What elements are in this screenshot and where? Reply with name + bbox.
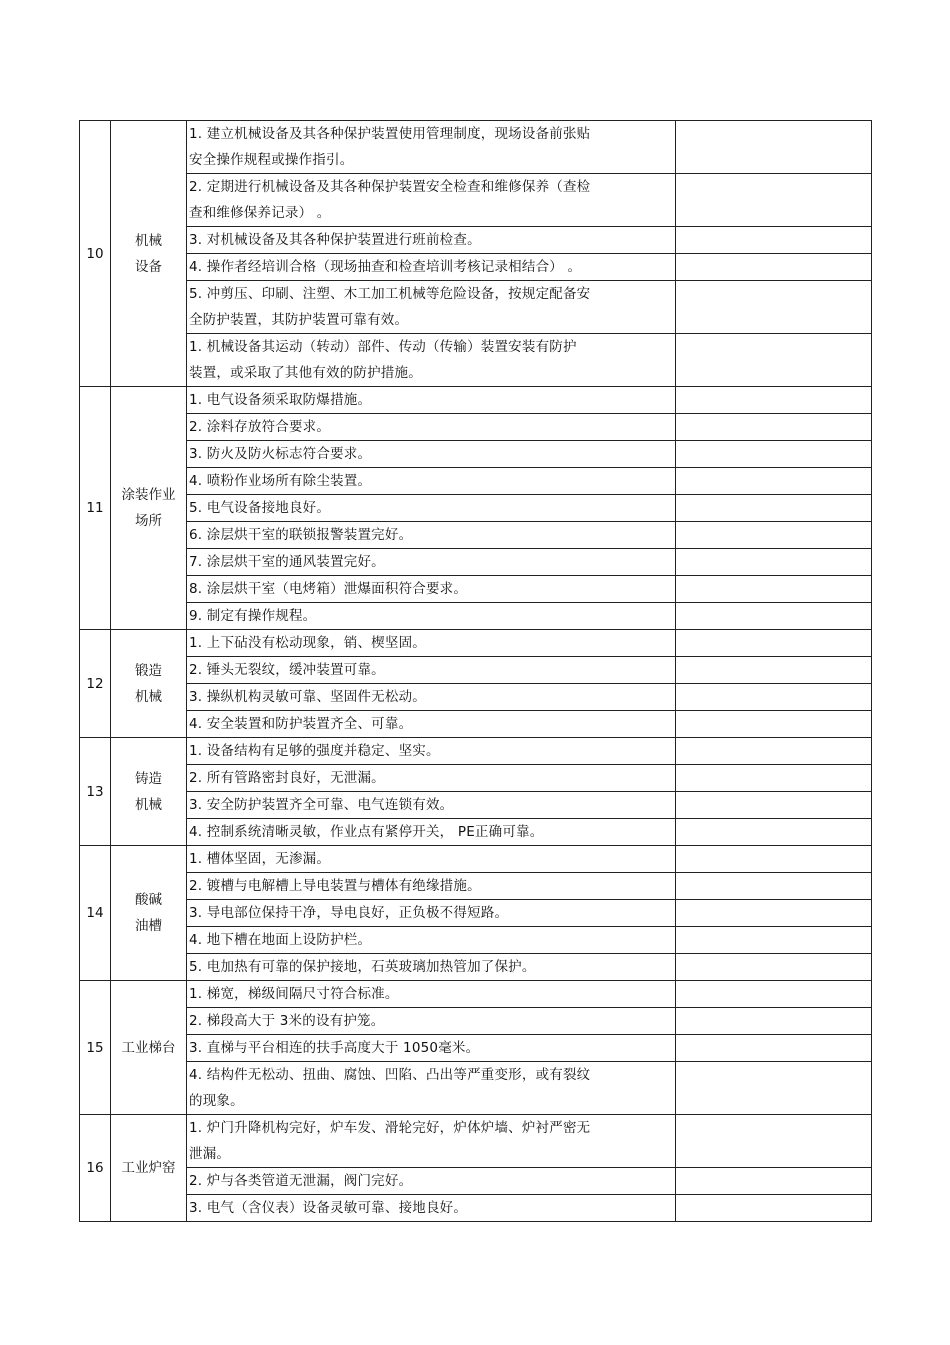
table-row (80, 1062, 872, 1115)
result-cell[interactable] (676, 174, 872, 227)
result-cell[interactable] (676, 1115, 872, 1168)
section-number: 15 (80, 981, 111, 1115)
result-cell[interactable] (676, 522, 872, 549)
table-row (80, 657, 872, 684)
check-item: 1. 机械设备其运动（转动）部件、传动（传输）装置安装有防护 装置，或采取了其他有效的防护措施。 (187, 334, 676, 387)
table-row (80, 121, 872, 174)
check-item: 4. 喷粉作业场所有除尘装置。 (187, 468, 676, 495)
result-cell[interactable] (676, 387, 872, 414)
table-row (80, 281, 872, 334)
result-cell[interactable] (676, 495, 872, 522)
check-item: 4. 操作者经培训合格（现场抽查和检查培训考核记录相结合） 。 (187, 254, 676, 281)
table-row (80, 819, 872, 846)
section-number: 11 (80, 387, 111, 630)
table-row (80, 1195, 872, 1222)
table-row (80, 495, 872, 522)
table-row (80, 954, 872, 981)
table-row (80, 684, 872, 711)
check-item: 3. 对机械设备及其各种保护装置进行班前检查。 (187, 227, 676, 254)
result-cell[interactable] (676, 468, 872, 495)
result-cell[interactable] (676, 954, 872, 981)
check-item: 3. 直梯与平台相连的扶手高度大于 1050毫米。 (187, 1035, 676, 1062)
table-row (80, 792, 872, 819)
result-cell[interactable] (676, 549, 872, 576)
check-item: 4. 地下槽在地面上设防护栏。 (187, 927, 676, 954)
section-category: 锻造 机械 (111, 630, 187, 738)
section-number: 10 (80, 121, 111, 387)
result-cell[interactable] (676, 765, 872, 792)
check-item: 3. 操纵机构灵敏可靠、坚固件无松动。 (187, 684, 676, 711)
result-cell[interactable] (676, 711, 872, 738)
check-item: 5. 电加热有可靠的保护接地，石英玻璃加热管加了保护。 (187, 954, 676, 981)
section-category: 工业梯台 (111, 981, 187, 1115)
check-item: 9. 制定有操作规程。 (187, 603, 676, 630)
table-row (80, 1035, 872, 1062)
result-cell[interactable] (676, 334, 872, 387)
table-row (80, 414, 872, 441)
result-cell[interactable] (676, 1195, 872, 1222)
check-item: 3. 电气（含仪表）设备灵敏可靠、接地良好。 (187, 1195, 676, 1222)
table-row (80, 738, 872, 765)
check-item: 4. 控制系统清晰灵敏，作业点有紧停开关， PE正确可靠。 (187, 819, 676, 846)
section-category: 铸造 机械 (111, 738, 187, 846)
check-item: 2. 所有管路密封良好，无泄漏。 (187, 765, 676, 792)
table-row (80, 981, 872, 1008)
result-cell[interactable] (676, 281, 872, 334)
check-item: 6. 涂层烘干室的联锁报警装置完好。 (187, 522, 676, 549)
section-number: 12 (80, 630, 111, 738)
inspection-table-body (80, 121, 872, 1222)
section-category: 工业炉窑 (111, 1115, 187, 1222)
check-item: 1. 炉门升降机构完好，炉车发、滑轮完好，炉体炉墙、炉衬严密无 泄漏。 (187, 1115, 676, 1168)
check-item: 4. 结构件无松动、扭曲、腐蚀、凹陷、凸出等严重变形，或有裂纹 的现象。 (187, 1062, 676, 1115)
section-category: 酸碱 油槽 (111, 846, 187, 981)
result-cell[interactable] (676, 630, 872, 657)
result-cell[interactable] (676, 1168, 872, 1195)
result-cell[interactable] (676, 792, 872, 819)
result-cell[interactable] (676, 603, 872, 630)
check-item: 1. 设备结构有足够的强度并稳定、坚实。 (187, 738, 676, 765)
result-cell[interactable] (676, 1008, 872, 1035)
check-item: 2. 炉与各类管道无泄漏，阀门完好。 (187, 1168, 676, 1195)
check-item: 5. 电气设备接地良好。 (187, 495, 676, 522)
result-cell[interactable] (676, 981, 872, 1008)
table-row (80, 1115, 872, 1168)
section-number: 16 (80, 1115, 111, 1222)
section-number: 14 (80, 846, 111, 981)
result-cell[interactable] (676, 254, 872, 281)
result-cell[interactable] (676, 900, 872, 927)
check-item: 2. 涂料存放符合要求。 (187, 414, 676, 441)
table-row (80, 1008, 872, 1035)
table-row (80, 603, 872, 630)
inspection-table (79, 120, 872, 1222)
check-item: 2. 镀槽与电解槽上导电装置与槽体有绝缘措施。 (187, 873, 676, 900)
result-cell[interactable] (676, 1062, 872, 1115)
result-cell[interactable] (676, 441, 872, 468)
table-row (80, 441, 872, 468)
table-row (80, 174, 872, 227)
result-cell[interactable] (676, 684, 872, 711)
result-cell[interactable] (676, 819, 872, 846)
table-row (80, 927, 872, 954)
section-number: 13 (80, 738, 111, 846)
table-row (80, 387, 872, 414)
result-cell[interactable] (676, 927, 872, 954)
check-item: 4. 安全装置和防护装置齐全、可靠。 (187, 711, 676, 738)
table-row (80, 254, 872, 281)
result-cell[interactable] (676, 873, 872, 900)
table-row (80, 711, 872, 738)
table-row (80, 468, 872, 495)
check-item: 3. 安全防护装置齐全可靠、电气连锁有效。 (187, 792, 676, 819)
check-item: 1. 建立机械设备及其各种保护装置使用管理制度，现场设备前张贴 安全操作规程或操作指引。 (187, 121, 676, 174)
table-row (80, 1168, 872, 1195)
check-item: 1. 电气设备须采取防爆措施。 (187, 387, 676, 414)
result-cell[interactable] (676, 121, 872, 174)
check-item: 7. 涂层烘干室的通风装置完好。 (187, 549, 676, 576)
check-item: 3. 防火及防火标志符合要求。 (187, 441, 676, 468)
result-cell[interactable] (676, 227, 872, 254)
result-cell[interactable] (676, 846, 872, 873)
table-row (80, 227, 872, 254)
check-item: 8. 涂层烘干室（电烤箱）泄爆面积符合要求。 (187, 576, 676, 603)
result-cell[interactable] (676, 414, 872, 441)
result-cell[interactable] (676, 738, 872, 765)
check-item: 1. 槽体坚固，无渗漏。 (187, 846, 676, 873)
check-item: 1. 梯宽，梯级间隔尺寸符合标准。 (187, 981, 676, 1008)
table-row (80, 522, 872, 549)
check-item: 5. 冲剪压、印刷、注塑、木工加工机械等危险设备，按规定配备安 全防护装置，其防护装置可靠有效。 (187, 281, 676, 334)
table-row (80, 900, 872, 927)
table-row (80, 873, 872, 900)
check-item: 2. 锤头无裂纹，缓冲装置可靠。 (187, 657, 676, 684)
result-cell[interactable] (676, 657, 872, 684)
check-item: 2. 梯段高大于 3米的设有护笼。 (187, 1008, 676, 1035)
table-row (80, 630, 872, 657)
section-category: 机械 设备 (111, 121, 187, 387)
table-row (80, 549, 872, 576)
check-item: 2. 定期进行机械设备及其各种保护装置安全检查和维修保养（查检 查和维修保养记录） 。 (187, 174, 676, 227)
table-row (80, 576, 872, 603)
section-category: 涂装作业 场所 (111, 387, 187, 630)
check-item: 3. 导电部位保持干净，导电良好，正负极不得短路。 (187, 900, 676, 927)
check-item: 1. 上下砧没有松动现象，销、楔坚固。 (187, 630, 676, 657)
table-row (80, 334, 872, 387)
result-cell[interactable] (676, 576, 872, 603)
table-row (80, 765, 872, 792)
result-cell[interactable] (676, 1035, 872, 1062)
table-row (80, 846, 872, 873)
